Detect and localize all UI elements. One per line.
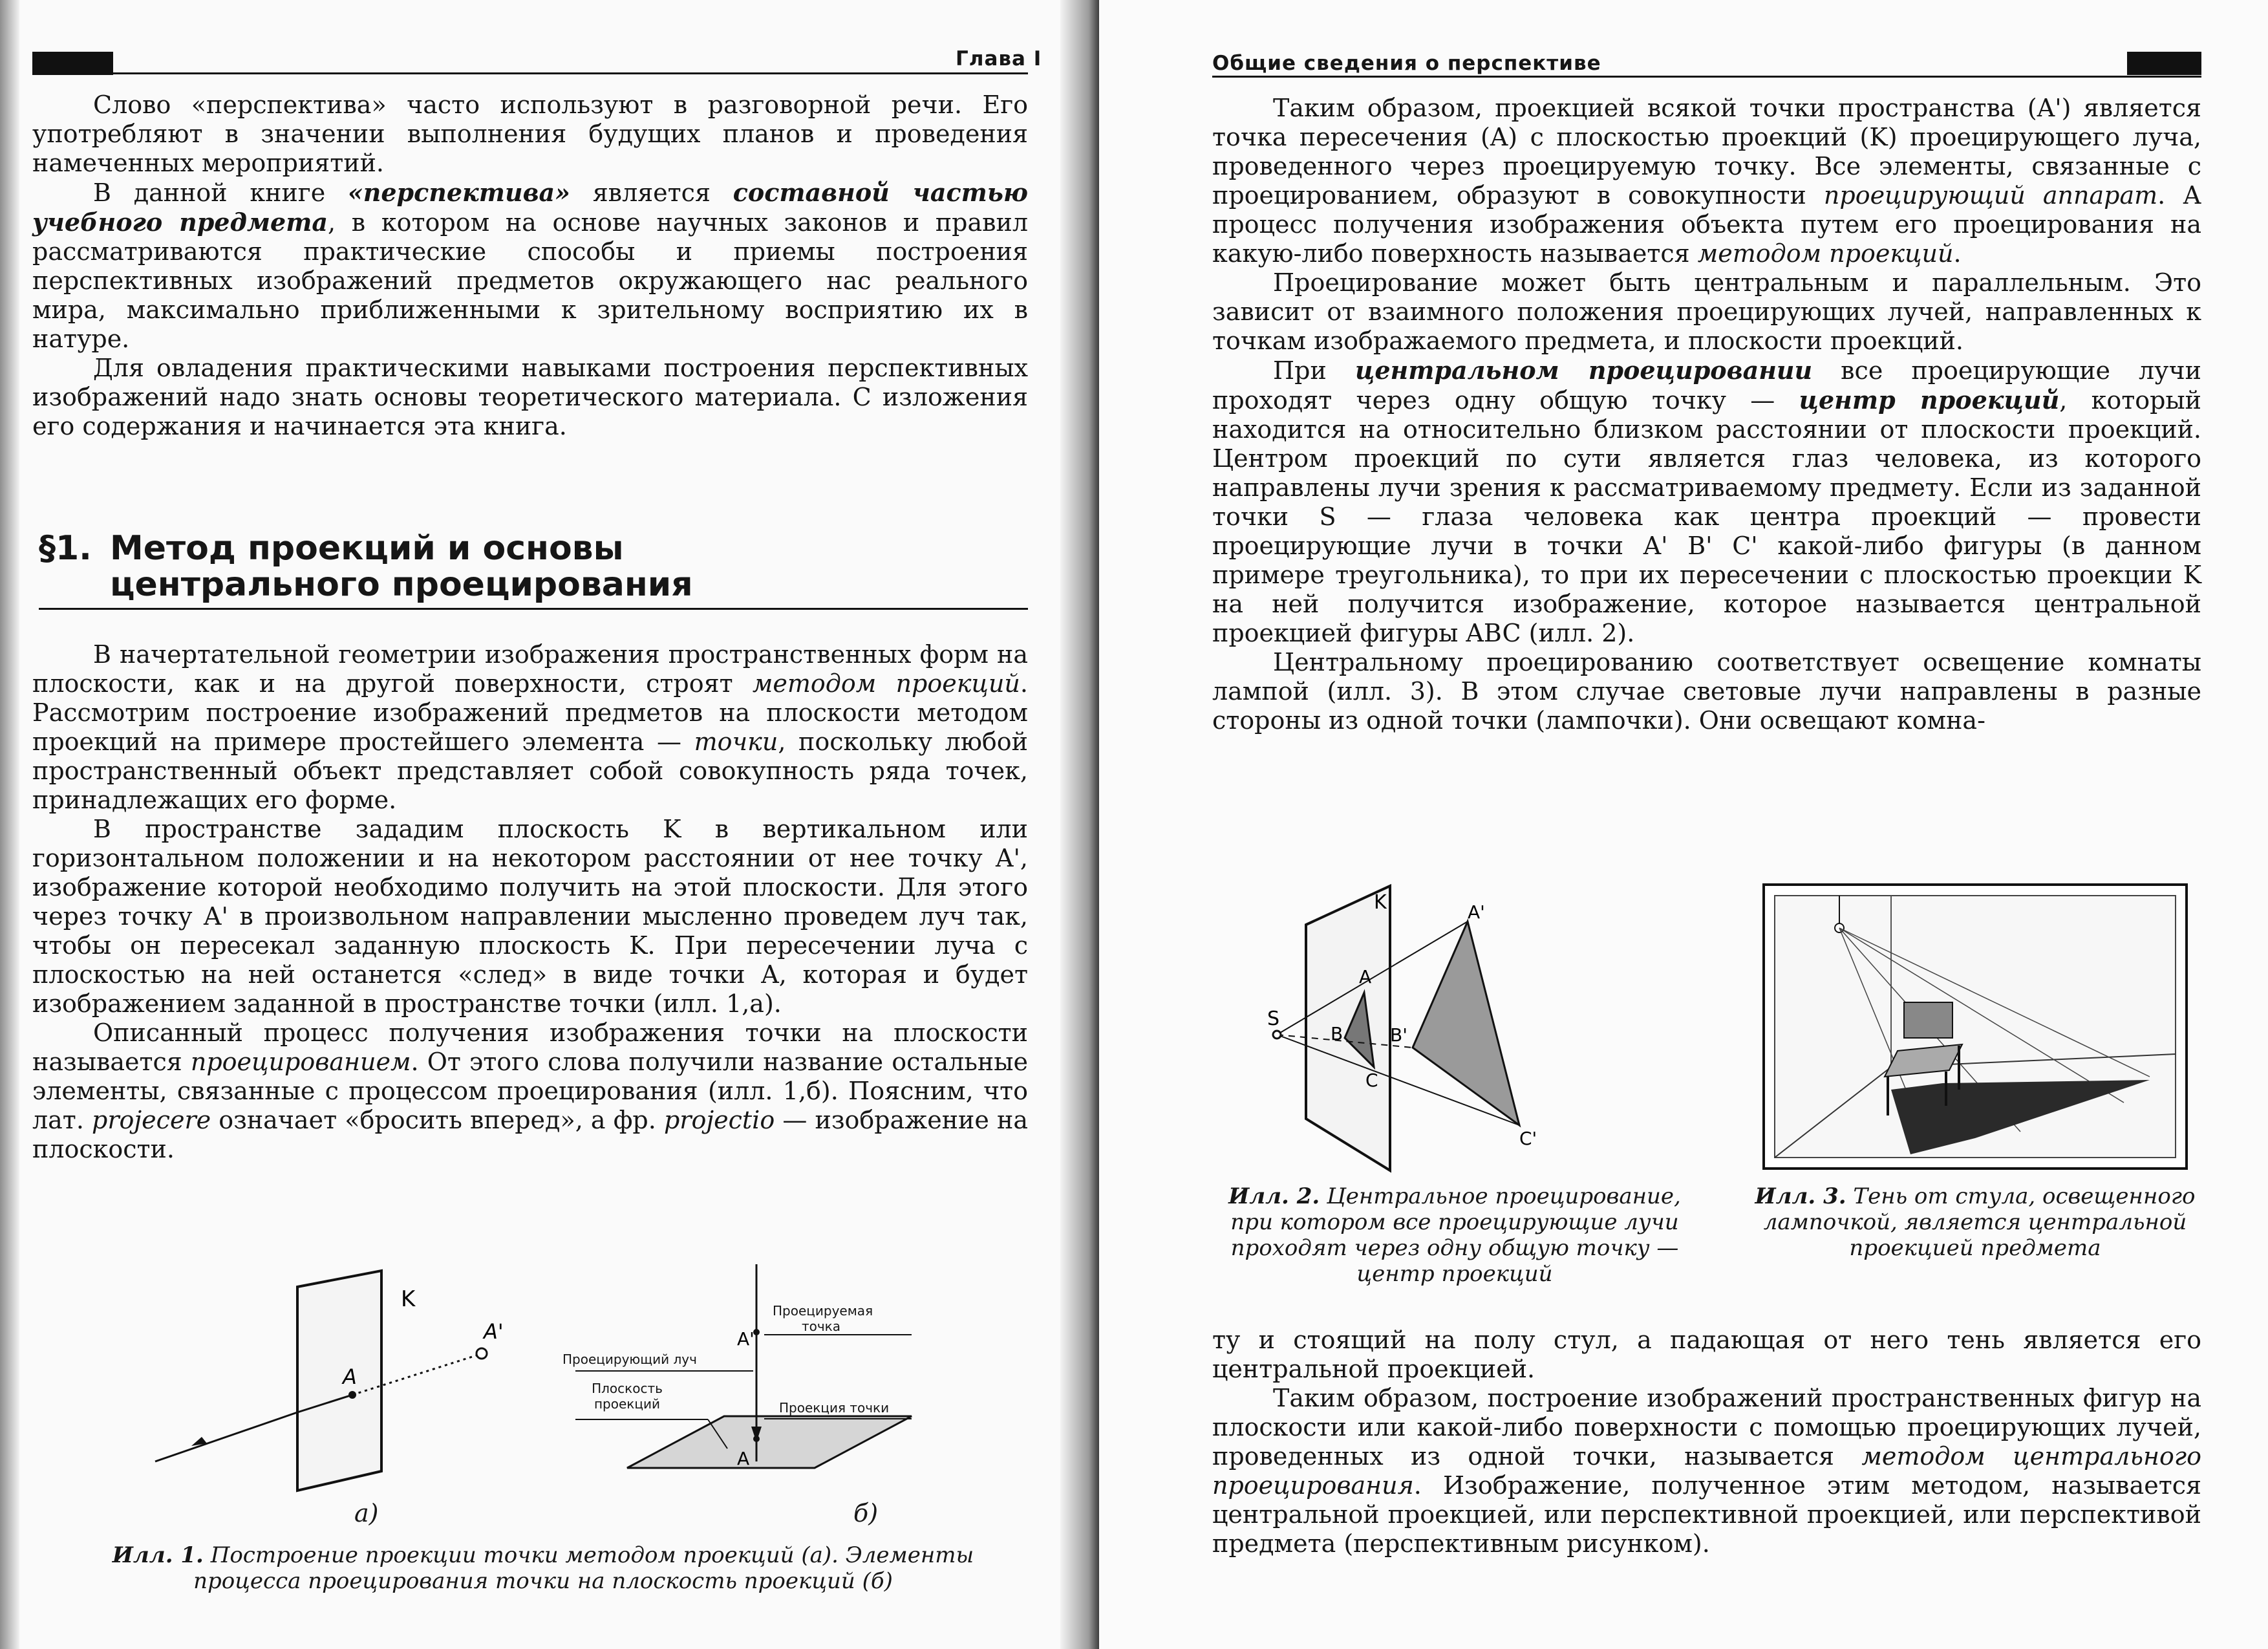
term: методом проекций xyxy=(1697,239,1954,268)
triangle-abc-prime xyxy=(1413,921,1519,1125)
label-proj-point: Проецируемая точка xyxy=(773,1303,873,1334)
running-head: Общие сведения о перспективе xyxy=(1212,52,1601,75)
term: методом проекций xyxy=(752,669,1020,698)
term: точки xyxy=(694,727,778,756)
paragraph xyxy=(1212,1384,2201,1558)
text-run: . А процесс получения изображения объекта путем его проецирования на какую-либо поверхность называется xyxy=(1212,181,2202,268)
text-run: . Рассмотрим построение изображений предметов на плоскости методом проекций на примере простейшего элемента — xyxy=(32,669,1028,756)
paragraph: Для овладения практическими навыками построения перспективных изображений надо знать основы теоретического материала. С изложения его содержания и начинается эта книга. xyxy=(32,354,1028,440)
text-run: В начертательной геометрии изображения пространственных форм на плоскости, как и на другой поверхности, строят xyxy=(32,640,1028,698)
label-a: A xyxy=(1359,966,1372,987)
section-heading xyxy=(39,530,944,603)
label-c-prime: C' xyxy=(1519,1128,1537,1149)
term: projectio xyxy=(663,1106,775,1134)
paragraph: ту и стоящий на полу стул, а падающая от него тень является его центральной проекцией. xyxy=(1212,1326,2201,1383)
plane-k xyxy=(297,1271,381,1491)
caption-text: Тень от стула, освещенного лампочкой, является центральной проекцией предмета xyxy=(1763,1183,2196,1261)
text-run: , который находится на относительно близком расстоянии от плоскости проекций. Центром проекций по сути является глаз человека, из которого направлены лучи зрения к рассматриваемому предмету. Если из заданной точки S — глаза человека как центра проекций — провести проецирующие лучи в точки A' B' C' какой-либо фигуры (в данном примере треугольника), то при их пересечении с плоскостью проекции K на ней получится изображение, которое называется центральной проекцией фигуры ABC (илл. 2). xyxy=(1212,386,2201,647)
fig1-a-label: а) xyxy=(354,1499,379,1527)
term: методом центрального проецирования xyxy=(1212,1442,2201,1500)
paragraph xyxy=(32,178,1028,354)
point-a-dot xyxy=(348,1391,356,1399)
label-a: A xyxy=(343,1364,357,1389)
section-title: Метод проекций и основы центрального проецирования xyxy=(110,529,693,604)
paragraph xyxy=(1212,356,2201,648)
term: «перспектива» xyxy=(347,178,570,207)
figure-2 xyxy=(1261,873,1674,1183)
text-run: , в котором на основе научных законов и правил рассматриваются практические способы и приемы построения перспективных изображений предметов окружающего нас реального мира, максимально приближенными к зрительному восприятию их в натуре. xyxy=(32,208,1028,353)
header-bar xyxy=(32,52,113,75)
running-head: Глава I xyxy=(956,47,1042,70)
label-a-prime: A' xyxy=(1468,901,1485,923)
term: проецированием xyxy=(190,1048,411,1076)
page-edge-shadow xyxy=(0,0,19,1649)
center-s xyxy=(1273,1031,1281,1039)
text-run: Описанный процесс получения изображения точки на плоскости называется xyxy=(32,1018,1028,1076)
label-k: K xyxy=(401,1286,416,1312)
text-run: , поскольку любой пространственный объект представляет собой совокупность ряда точек, принадлежащих его форме. xyxy=(32,727,1028,814)
label-b-prime: B' xyxy=(1390,1024,1407,1046)
header-bar xyxy=(2127,52,2201,75)
paragraph xyxy=(1212,94,2201,268)
caption-label: Илл. 2. xyxy=(1228,1183,1320,1209)
paragraph: В пространстве зададим плоскость K в вертикальном или горизонтальном положении и на некотором расстоянии от нее точку A', изображение которой необходимо получить на этой плоскости. Для этого через точку A' в произвольном направлении мысленно проведем луч так, чтобы он пересекал заданную плоскость K. При пересечении луча с плоскостью на ней останется «след» в виде точки A, которая и будет изображением заданной в пространстве точки (илл. 1,a). xyxy=(32,815,1028,1018)
text-run: является xyxy=(570,178,733,207)
label-s: S xyxy=(1267,1008,1280,1030)
body-text-top xyxy=(1212,94,2201,735)
right-page xyxy=(1099,0,2268,1649)
term: центральном проецировании xyxy=(1354,356,1813,385)
fig1-caption xyxy=(58,1542,1028,1594)
caption-text: Построение проекции точки методом проекций (а). Элементы процесса проецирования точки на плоскость проекций (б) xyxy=(193,1542,974,1594)
fig1-b-label: б) xyxy=(853,1499,879,1527)
label-b: B xyxy=(1331,1023,1343,1044)
ray-in xyxy=(155,1412,297,1461)
label-a-prime: A' xyxy=(484,1319,504,1344)
body-text-bottom xyxy=(1212,1326,2201,1558)
text-run: Таким образом, построение изображений пространственных фигур на плоскости или какой-либо поверхности с помощью проецирующих лучей, проведенных из одной точки, называется xyxy=(1212,1384,2201,1471)
figure-1a xyxy=(129,1267,582,1513)
section-rule xyxy=(39,608,1028,610)
point-a-prime-dot xyxy=(476,1348,487,1359)
term: центр проекций xyxy=(1799,385,2060,415)
header-rule xyxy=(1212,76,2201,78)
caption-text: Центральное проецирование, при котором все проецирующие лучи проходят через одну общую точку — центр проекций xyxy=(1230,1183,1681,1287)
label-c: C xyxy=(1365,1070,1378,1091)
text-run: При xyxy=(1273,356,1355,385)
label-k: K xyxy=(1374,891,1387,914)
term: составной частью учебного предмета xyxy=(32,178,1028,237)
caption-label: Илл. 1. xyxy=(112,1542,204,1568)
fig3-caption xyxy=(1752,1183,2198,1261)
proj-of-point-dot xyxy=(753,1436,760,1442)
paragraph: Центральному проецированию соответствует освещение комнаты лампой (илл. 3). В этом случае световые лучи направлены в разные стороны из одной точки (лампочки). Они освещают комна- xyxy=(1212,648,2201,735)
text-run: В данной книге xyxy=(93,178,348,207)
text-run: означает «бросить вперед», а фр. xyxy=(211,1106,664,1134)
paragraph xyxy=(32,1018,1028,1164)
label-proj-plane: Плоскость проекций xyxy=(592,1381,663,1412)
intro-text xyxy=(32,91,1028,441)
paragraph xyxy=(32,640,1028,815)
figure-3 xyxy=(1762,883,2188,1170)
projection-plane xyxy=(627,1416,912,1468)
fig2-caption xyxy=(1209,1183,1700,1287)
label-a-prime-b: A' xyxy=(737,1328,754,1350)
header-rule xyxy=(32,72,1028,74)
body-text xyxy=(32,640,1028,1164)
caption-label: Илл. 3. xyxy=(1755,1183,1846,1209)
term: проецирующий аппарат xyxy=(1823,181,2158,210)
label-proj-of-point: Проекция точки xyxy=(779,1400,890,1416)
left-page xyxy=(0,0,1099,1649)
text-run: Таким образом, проекцией всякой точки пространства (A') является точка пересечения (A) с плоскостью проекций (K) проецирующего луча, проведенного через проецируемую точку. Все элементы, связанные с проецированием, образуют в совокупности xyxy=(1212,94,2201,210)
chair-back xyxy=(1904,1002,1952,1038)
text-run: . Изображение, полученное этим методом, называется центральной проекцией, или перспективной проекцией, или перспективой предмета (перспективным рисунком). xyxy=(1212,1471,2201,1558)
text-run: — изображение на плоскости. xyxy=(32,1106,1028,1163)
text-run: все проецирующие лучи проходят через одну общую точку — xyxy=(1212,356,2201,415)
section-number: §1. xyxy=(39,529,92,568)
label-proj-ray: Проецирующий луч xyxy=(562,1352,697,1367)
text-run: . xyxy=(1953,239,1962,268)
text-run: . От этого слова получили название остальные элементы, связанные с процессом проецирования (илл. 1,б). Поясним, что лат. xyxy=(32,1048,1028,1134)
label-a-b: A xyxy=(737,1448,750,1469)
paragraph: Проецирование может быть центральным и параллельным. Это зависит от взаимного положения проецирующих лучей, направленных к точкам изображаемого предмета, и плоскости проекций. xyxy=(1212,268,2201,355)
paragraph: Слово «перспектива» часто используют в разговорной речи. Его употребляют в значении выполнения будущих планов и проведения намеченных мероприятий. xyxy=(32,91,1028,177)
term: projecere xyxy=(92,1106,211,1134)
